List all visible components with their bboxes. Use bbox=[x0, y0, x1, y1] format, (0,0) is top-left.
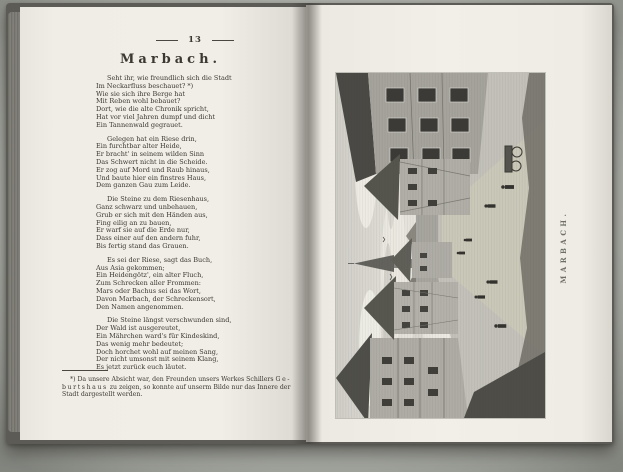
poem-line: Seht ihr, wie freundlich sich die Stadt bbox=[107, 74, 232, 82]
poem-line: Das wenig mehr bedeutet; bbox=[96, 339, 184, 348]
page-header bbox=[96, 35, 294, 45]
poem-line: Bis fertig stand das Grauen. bbox=[96, 241, 189, 250]
poem-line: Mars oder Bachus sei das Wort, bbox=[96, 286, 201, 295]
right-page bbox=[306, 5, 612, 442]
poem-line: Er warf sie auf die Erde nur, bbox=[96, 226, 190, 235]
engraving-plate bbox=[336, 73, 545, 418]
footnote-line: Stadt dargestellt werden. bbox=[62, 391, 143, 398]
poem-line: Im Neckarfluss beschauet? *) bbox=[96, 81, 194, 90]
poem-line: Gelegen hat ein Riese drin, bbox=[107, 134, 197, 143]
poem-line: Hat vor viel Jahren dumpf und dicht bbox=[96, 112, 216, 121]
plate-caption-vertical: MARBACH. bbox=[559, 210, 568, 284]
poem bbox=[96, 75, 294, 372]
book-spread bbox=[6, 3, 614, 444]
poem-line: Der Wald ist ausgereutet, bbox=[96, 324, 181, 333]
poem-line: Davon Marbach, der Schreckensort, bbox=[96, 294, 216, 303]
marbach-town-engraving bbox=[336, 73, 545, 418]
stanza-3 bbox=[96, 196, 294, 251]
poem-line: Wie sie sich ihre Berge hat bbox=[96, 89, 185, 98]
poem-line: Er bracht' in seinem wilden Sinn bbox=[96, 150, 205, 159]
footnote-line: burtshaus zu zeigen, so konnte auf unserm Bilde nur das Innere der bbox=[62, 383, 291, 391]
poem-line: Dort, wie die alte Chronik spricht, bbox=[96, 105, 209, 114]
poem-line: Der nicht umsonst mit seinem Klang, bbox=[96, 355, 219, 364]
poem-line: Dass einer auf den andern fuhr, bbox=[96, 234, 201, 243]
poem-line: Die Steine zu dem Riesenhaus, bbox=[107, 195, 210, 204]
stanza-4 bbox=[96, 257, 294, 312]
poem-line: Mit Reben wohl bebauet? bbox=[96, 97, 181, 106]
poem-line: Es jetzt zurück euch läutet. bbox=[96, 363, 187, 372]
footnote-rule bbox=[62, 370, 108, 371]
poem-title: Marbach. bbox=[120, 52, 222, 67]
poem-line: Doch horchet wohl auf meinen Sang, bbox=[96, 347, 219, 356]
poem-line: Die Steine längst verschwunden sind, bbox=[107, 316, 232, 325]
stanza-1 bbox=[96, 75, 294, 130]
poem-line: Ein Tannenwald gegrauet. bbox=[96, 120, 183, 129]
header-rule-right bbox=[212, 40, 234, 41]
left-page bbox=[20, 7, 306, 440]
poem-line: Und baute hier ein finstres Haus, bbox=[96, 173, 207, 182]
poem-line: Er zog auf Mord und Raub hinaus, bbox=[96, 165, 210, 174]
poem-line: Aus Asia gekommen; bbox=[96, 263, 165, 272]
poem-line: Ein Heidengötz', ein alter Fluch, bbox=[96, 271, 204, 280]
poem-line: Ein Mährchen ward's für Kindeskind, bbox=[96, 331, 220, 340]
page-number: 13 bbox=[188, 35, 202, 45]
poem-line: Das Schwert nicht in die Scheide. bbox=[96, 157, 208, 166]
poem-line: Fing eilig an zu bauen, bbox=[96, 218, 172, 227]
poem-line: Dem ganzen Gau zum Leide. bbox=[96, 181, 191, 190]
left-page-text-block bbox=[96, 35, 294, 378]
poem-line: Grub er sich mit den Händen aus, bbox=[96, 210, 208, 219]
stanza-2 bbox=[96, 136, 294, 191]
header-rule-left bbox=[156, 40, 178, 41]
poem-line: Zum Schrecken aller Frommen: bbox=[96, 279, 201, 288]
poem-line: Es sei der Riese, sagt das Buch, bbox=[107, 255, 213, 264]
poem-line: Den Namen angenommen. bbox=[96, 302, 184, 311]
footnote-line: *) Da unsere Absicht war, den Freunden unsers Werkes Schillers Ge- bbox=[70, 376, 292, 383]
poem-line: Ganz schwarz und unbehauen, bbox=[96, 202, 198, 211]
stanza-5 bbox=[96, 317, 294, 372]
footnote bbox=[62, 376, 310, 399]
poem-line: Ein furchtbar alter Heide, bbox=[96, 142, 182, 151]
